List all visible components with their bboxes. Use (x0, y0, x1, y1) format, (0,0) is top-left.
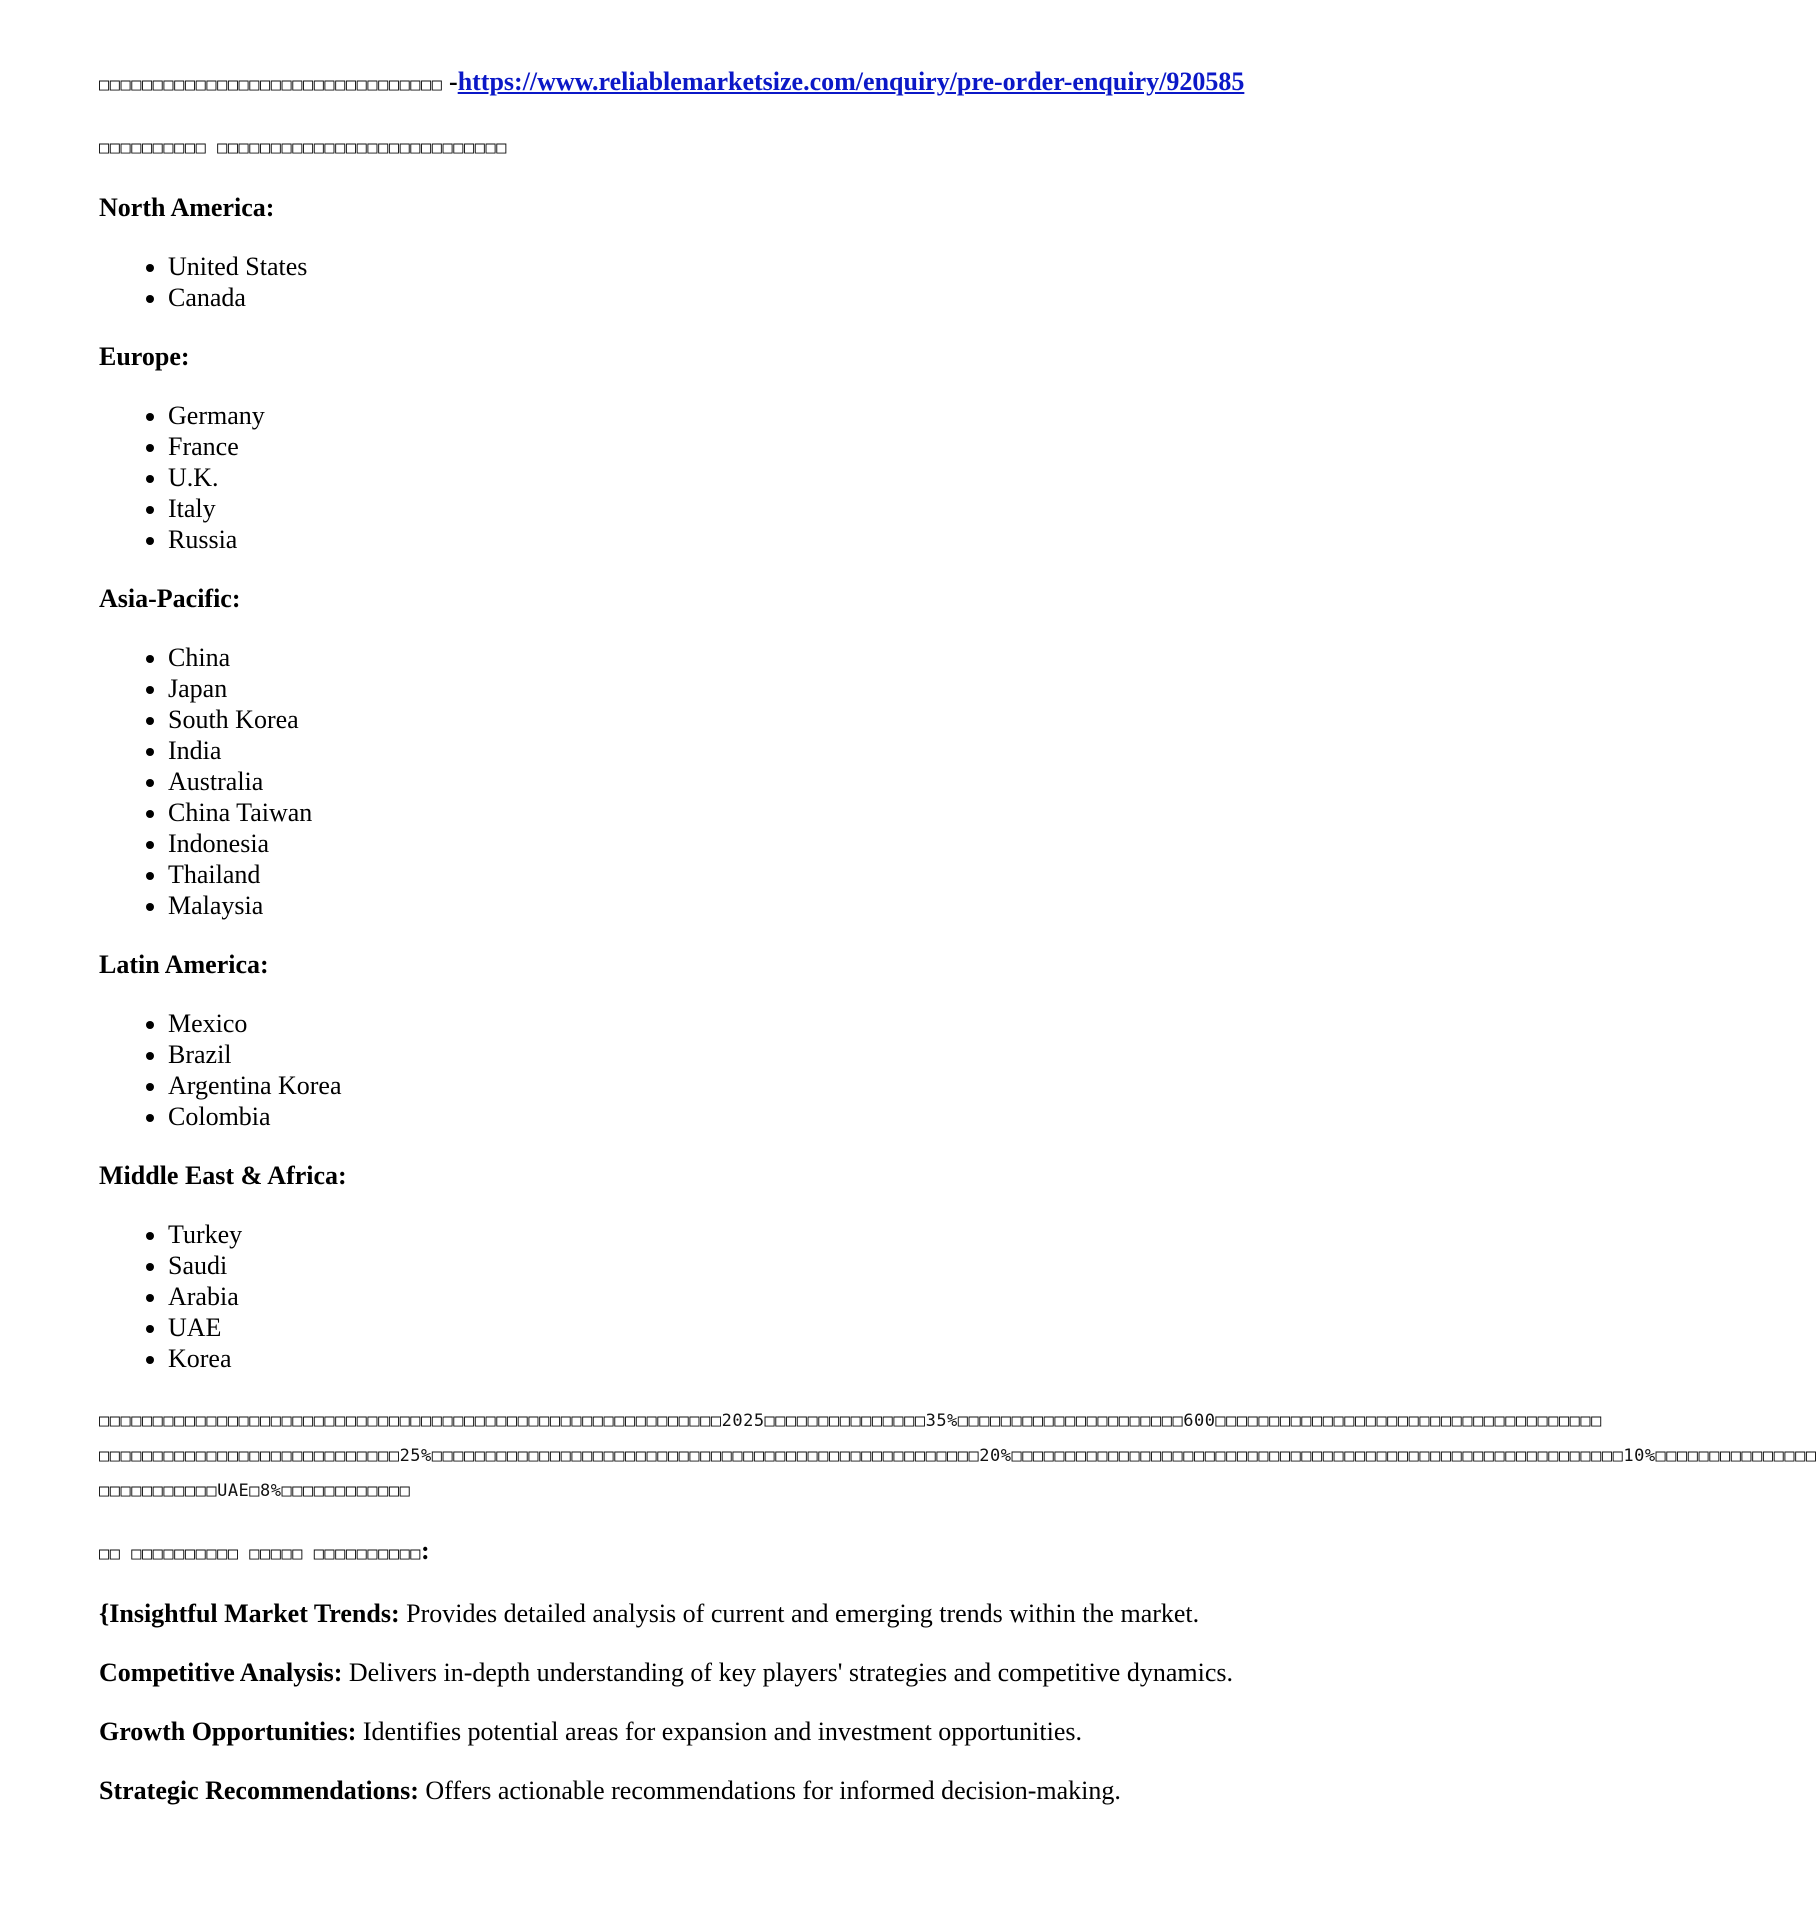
list-item: • Indonesia (168, 828, 1269, 859)
region-list-latin-america (99, 1008, 1269, 1132)
benefit-label: Strategic Recommendations: (99, 1776, 419, 1805)
benefit-text: Offers actionable recommendations for informed decision-making. (418, 1776, 1121, 1805)
enquiry-dash: - (442, 67, 458, 96)
summary-line: □□□□□□□□□□□□□□□□□□□□□□□□□□□□□□□□□□□□□□□□□□□□□□□□□□□□□□□□□□2025□□□□□□□□□□□□□□□35%□□□□□□□□□□□□□□□□□□□□□600□□□□□□□□□□□□□□□□□□□□□□□□□□□□□□□□□□□□ (99, 1411, 1602, 1431)
region-heading-middle-east-africa: Middle East & Africa: (99, 1161, 347, 1190)
regional-intro-text: □□□□□□□□□□ □□□□□□□□□□□□□□□□□□□□□□□□□□□ (99, 138, 507, 158)
benefit-text: Delivers in-depth understanding of key players' strategies and competitive dynamics. (342, 1658, 1233, 1687)
list-item: • U.K. (168, 462, 1269, 493)
list-item: • France (168, 431, 1269, 462)
list-item: • China (168, 642, 1269, 673)
benefit-item (99, 1598, 1269, 1629)
regions-section (99, 192, 1269, 1374)
benefit-item (99, 1775, 1269, 1806)
list-item: • India (168, 735, 1269, 766)
benefit-item (99, 1716, 1269, 1747)
region-heading-north-america: North America: (99, 193, 275, 222)
list-item: • Australia (168, 766, 1269, 797)
benefits-heading (99, 1535, 1269, 1570)
list-item: • Turkey (168, 1219, 1269, 1250)
benefit-label: Growth Opportunities: (99, 1717, 357, 1746)
list-item: • Malaysia (168, 890, 1269, 921)
list-item: • South Korea (168, 704, 1269, 735)
regional-intro (99, 129, 1269, 164)
region-list-north-america (99, 251, 1269, 313)
list-item: • Argentina Korea (168, 1070, 1269, 1101)
benefit-text: Provides detailed analysis of current and emerging trends within the market. (399, 1599, 1200, 1628)
benefit-text: Identifies potential areas for expansion and investment opportunities. (356, 1717, 1083, 1746)
benefit-item (99, 1657, 1269, 1688)
document-page (99, 66, 1817, 1834)
enquiry-prefix: □□□□□□□□□□□□□□□□□□□□□□□□□□□□□□□□ (99, 75, 443, 95)
list-item: • Saudi (168, 1250, 1269, 1281)
summary-line: □□□□□□□□□□□□□□□□□□□□□□□□□□□□25%□□□□□□□□□□□□□□□□□□□□□□□□□□□□□□□□□□□□□□□□□□□□□□□□□□□20%□□□□□□□□□□□□□□□□□□□□□□□□□□□□□□□□□□□□□□□□□□□□□□□□□□□□□□□□□10%□□□□□□□□□□□□□□□ (99, 1446, 1817, 1466)
list-item: • Canada (168, 282, 1269, 313)
market-summary-paragraph (99, 1402, 1817, 1507)
list-item: • Thailand (168, 859, 1269, 890)
summary-line: □□□□□□□□□□□UAE□8%□□□□□□□□□□□□ (99, 1481, 411, 1501)
region-list-europe (99, 400, 1269, 555)
list-item: • Italy (168, 493, 1269, 524)
list-item: • Mexico (168, 1008, 1269, 1039)
list-item: • Arabia (168, 1281, 1269, 1312)
list-item: • Colombia (168, 1101, 1269, 1132)
list-item: • Russia (168, 524, 1269, 555)
region-list-middle-east-africa (99, 1219, 1269, 1374)
benefits-heading-text: □□ □□□□□□□□□□ □□□□□ □□□□□□□□□□ (99, 1544, 422, 1564)
list-item: • United States (168, 251, 1269, 282)
region-heading-europe: Europe: (99, 342, 190, 371)
region-heading-latin-america: Latin America: (99, 950, 269, 979)
benefits-heading-colon: : (421, 1536, 430, 1565)
list-item: • Germany (168, 400, 1269, 431)
list-item: • Japan (168, 673, 1269, 704)
region-heading-asia-pacific: Asia-Pacific: (99, 584, 241, 613)
list-item: • Brazil (168, 1039, 1269, 1070)
list-item: • Korea (168, 1343, 1269, 1374)
enquiry-link[interactable]: https://www.reliablemarketsize.com/enquiry/pre-order-enquiry/920585 (457, 67, 1245, 96)
enquiry-line (99, 66, 1269, 101)
benefit-label: Competitive Analysis: (99, 1658, 343, 1687)
list-item: • UAE (168, 1312, 1269, 1343)
list-item: • China Taiwan (168, 797, 1269, 828)
benefit-label: {Insightful Market Trends: (99, 1599, 400, 1628)
region-list-asia-pacific (99, 642, 1269, 921)
